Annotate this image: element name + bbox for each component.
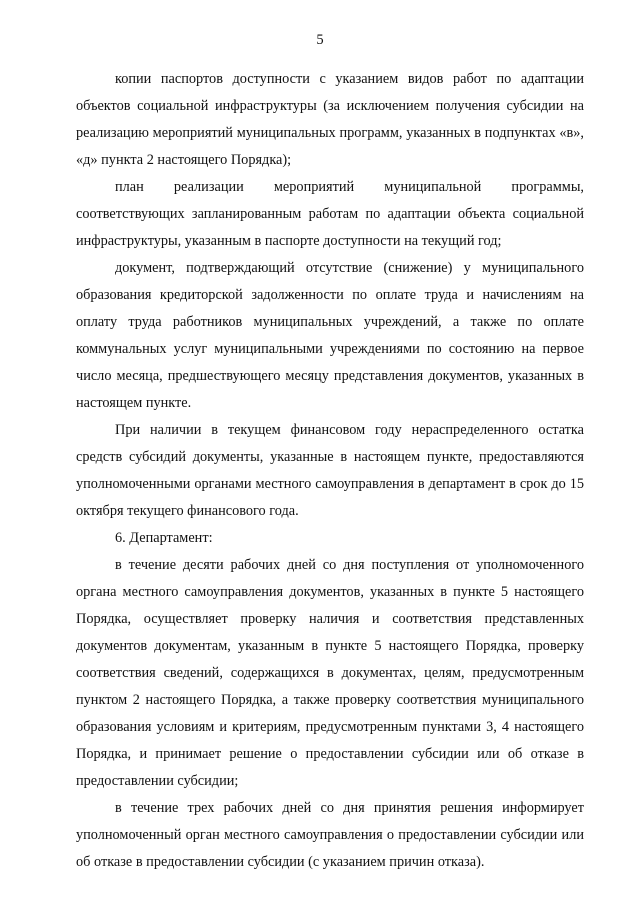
paragraph-ten-days-review: в течение десяти рабочих дней со дня поступления от уполномоченного органа местного самоуправления документов, указанных в пункте 5 настоящего Порядка, осуществляет проверку наличия и соответствия представленных документов документам, указанным в пункте 5 настоящего Порядка, проверку соответствия сведений, содержащихся в документах, целям, предусмотренным пунктом 2 настоящего Порядка, а также проверку соответствия муниципального образования условиям и критериям, предусмотренным пунктами 3, 4 настоящего Порядка, и принимает решение о предоставлении субсидии или об отказе в предоставлении субсидии; bbox=[76, 557, 584, 789]
paragraph-three-days-notice: в течение трех рабочих дней со дня принятия решения информирует уполномоченный орган местного самоуправления о предоставлении субсидии или об отказе в предоставлении субсидии (с указанием причин отказа). bbox=[76, 800, 584, 870]
paragraph-subsidy-remainder: При наличии в текущем финансовом году нераспределенного остатка средств субсидий документы, указанные в настоящем пункте, предоставляются уполномоченными органами местного самоуправления в департамент в срок до 15 октября текущего финансового года. bbox=[76, 422, 584, 519]
paragraph-debt-document: документ, подтверждающий отсутствие (снижение) у муниципального образования кредиторской задолженности по оплате труда и начислениям на оплату труда работников муниципальных учреждений, а также по оплате коммунальных услуг муниципальными учреждениями по состоянию на первое число месяца, предшествующего месяцу представления документов, указанных в настоящем пункте. bbox=[76, 260, 584, 411]
document-body bbox=[76, 66, 584, 876]
page-number: 5 bbox=[316, 32, 324, 48]
paragraph-department-heading: 6. Департамент: bbox=[115, 530, 213, 546]
paragraph-program-plan: план реализации мероприятий муниципальной программы, соответствующих запланированным работам по адаптации объекта социальной инфраструктуры, указанным в паспорте доступности на текущий год; bbox=[76, 179, 584, 249]
paragraph-passport-copies: копии паспортов доступности с указанием видов работ по адаптации объектов социальной инфраструктуры (за исключением получения субсидии на реализацию мероприятий муниципальных программ, указанных в подпунктах «в», «д» пункта 2 настоящего Порядка); bbox=[76, 71, 584, 168]
